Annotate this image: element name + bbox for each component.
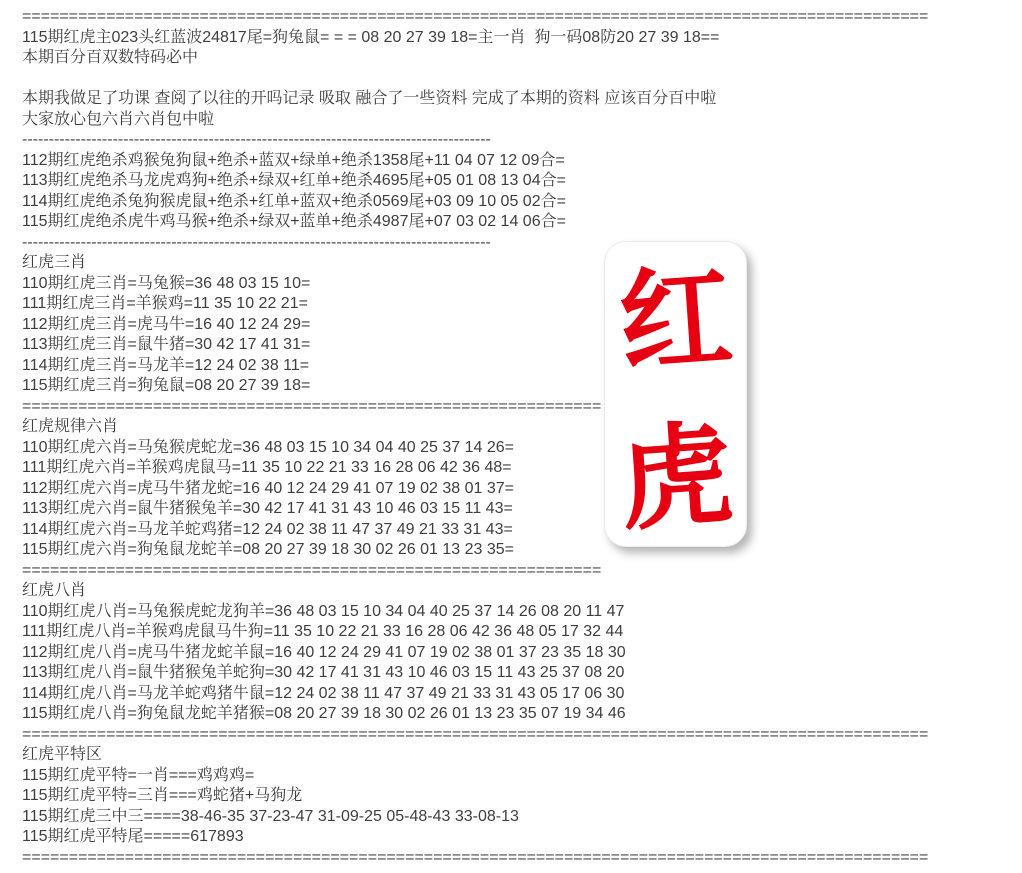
juesha-row-112: 112期红虎绝杀鸡猴兔狗鼠+绝杀+蓝双+绿单+绝杀1358尾+11 04 07 12 09合= bbox=[22, 151, 565, 169]
baxiao-title: 红虎八肖 bbox=[22, 582, 87, 599]
separator-top: ================================================================================================= bbox=[22, 8, 929, 25]
headline: 115期红虎主023头红蓝波24817尾=狗兔鼠= = = 08 20 27 39 18=主一肖 狗一码08防20 27 39 18== bbox=[22, 28, 720, 46]
red-tiger-card bbox=[604, 241, 747, 547]
pingte-title: 红虎平特区 bbox=[22, 746, 103, 763]
intro-note-2: 大家放心包六肖六肖包中啦 bbox=[22, 110, 215, 128]
blank-spacer bbox=[22, 69, 982, 90]
pingte-row-yixiao: 115期红虎平特=一肖===鸡鸡鸡= bbox=[22, 766, 255, 784]
baxiao-row-111: 111期红虎八肖=羊猴鸡虎鼠马牛狗=11 35 10 22 21 33 16 28 06 42 36 48 05 17 32 44 bbox=[22, 623, 624, 640]
separator-eq-1: ============================================================== bbox=[22, 397, 602, 415]
liuxiao-row-112: 112期红虎六肖=虎马牛猪龙蛇=16 40 12 24 29 41 07 19 02 38 01 37= bbox=[22, 479, 515, 497]
pingte-row-sanxiao: 115期红虎平特=三肖===鸡蛇猪+马狗龙 bbox=[22, 787, 303, 804]
headline-subline: 本期百分百双数特码必中 bbox=[22, 49, 199, 66]
sanxiao-row-111: 111期红虎三肖=羊猴鸡=11 35 10 22 21= bbox=[22, 295, 308, 312]
intro-note-1: 本期我做足了功课 查阅了以往的开吗记录 吸取 融合了一些资料 完成了本期的资料 应该百分百中啦 bbox=[22, 90, 717, 107]
pingte-row-sanzhongsan: 115期红虎三中三====38-46-35 37-23-47 31-09-25 05-48-43 33-08-13 bbox=[22, 807, 519, 825]
juesha-row-113: 113期红虎绝杀马龙虎鸡狗+绝杀+绿双+红单+绝杀4695尾+05 01 08 13 04合= bbox=[22, 172, 566, 189]
baxiao-row-114: 114期红虎八肖=马龙羊蛇鸡猪牛鼠=12 24 02 38 11 47 37 49 21 33 31 43 05 17 06 30 bbox=[22, 684, 625, 702]
baxiao-row-112: 112期红虎八肖=虎马牛猪龙蛇羊鼠=16 40 12 24 29 41 07 19 02 38 01 37 23 35 18 30 bbox=[22, 643, 626, 661]
juesha-row-114: 114期红虎绝杀兔狗猴虎鼠+绝杀+红单+蓝双+绝杀0569尾+03 09 10 05 02合= bbox=[22, 192, 566, 210]
sanxiao-row-110: 110期红虎三肖=马兔猴=36 48 03 15 10= bbox=[22, 274, 311, 292]
sanxiao-row-112: 112期红虎三肖=虎马牛=16 40 12 24 29= bbox=[22, 315, 311, 333]
separator-bottom: ================================================================================================= bbox=[22, 848, 929, 866]
liuxiao-row-113: 113期红虎六肖=鼠牛猪猴兔羊=30 42 17 41 31 43 10 46 03 15 11 43= bbox=[22, 500, 513, 517]
liuxiao-row-111: 111期红虎六肖=羊猴鸡虎鼠马=11 35 10 22 21 33 16 28 06 42 36 48= bbox=[22, 459, 512, 476]
sanxiao-title: 红虎三肖 bbox=[22, 254, 87, 271]
red-tiger-char-hong: 红 bbox=[615, 254, 736, 387]
red-tiger-char-hu: 虎 bbox=[615, 410, 736, 544]
content-column bbox=[22, 7, 982, 868]
separator-eq-3: ================================================================================================= bbox=[22, 725, 929, 743]
baxiao-row-113: 113期红虎八肖=鼠牛猪猴兔羊蛇狗=30 42 17 41 31 43 10 46 03 15 11 43 25 37 08 20 bbox=[22, 664, 625, 681]
liuxiao-row-110: 110期红虎六肖=马兔猴虎蛇龙=36 48 03 15 10 34 04 40 25 37 14 26= bbox=[22, 438, 515, 456]
liuxiao-row-114: 114期红虎六肖=马龙羊蛇鸡猪=12 24 02 38 11 47 37 49 21 33 31 43= bbox=[22, 520, 513, 538]
baxiao-row-110: 110期红虎八肖=马兔猴虎蛇龙狗羊=36 48 03 15 10 34 04 40 25 37 14 26 08 20 11 47 bbox=[22, 602, 625, 620]
separator-dash-bottom: ---------------------------------------------------------------------------------------- bbox=[22, 233, 491, 251]
sanxiao-row-113: 113期红虎三肖=鼠牛猪=30 42 17 41 31= bbox=[22, 336, 311, 353]
sanxiao-row-114: 114期红虎三肖=马龙羊=12 24 02 38 11= bbox=[22, 356, 310, 374]
juesha-row-115: 115期红虎绝杀虎牛鸡马猴+绝杀+绿双+蓝单+绝杀4987尾+07 03 02 14 06合= bbox=[22, 213, 566, 230]
separator-eq-2: ============================================================== bbox=[22, 561, 602, 579]
sanxiao-row-115: 115期红虎三肖=狗兔鼠=08 20 27 39 18= bbox=[22, 377, 311, 394]
liuxiao-row-115: 115期红虎六肖=狗兔鼠龙蛇羊=08 20 27 39 18 30 02 26 01 13 23 35= bbox=[22, 541, 515, 558]
separator-dash-top: ---------------------------------------------------------------------------------------- bbox=[22, 131, 491, 148]
baxiao-row-115: 115期红虎八肖=狗兔鼠龙蛇羊猪猴=08 20 27 39 18 30 02 26 01 13 23 35 07 19 34 46 bbox=[22, 705, 626, 722]
pingte-row-pingtewei: 115期红虎平特尾=====617893 bbox=[22, 828, 244, 845]
liuxiao-title: 红虎规律六肖 bbox=[22, 418, 119, 435]
